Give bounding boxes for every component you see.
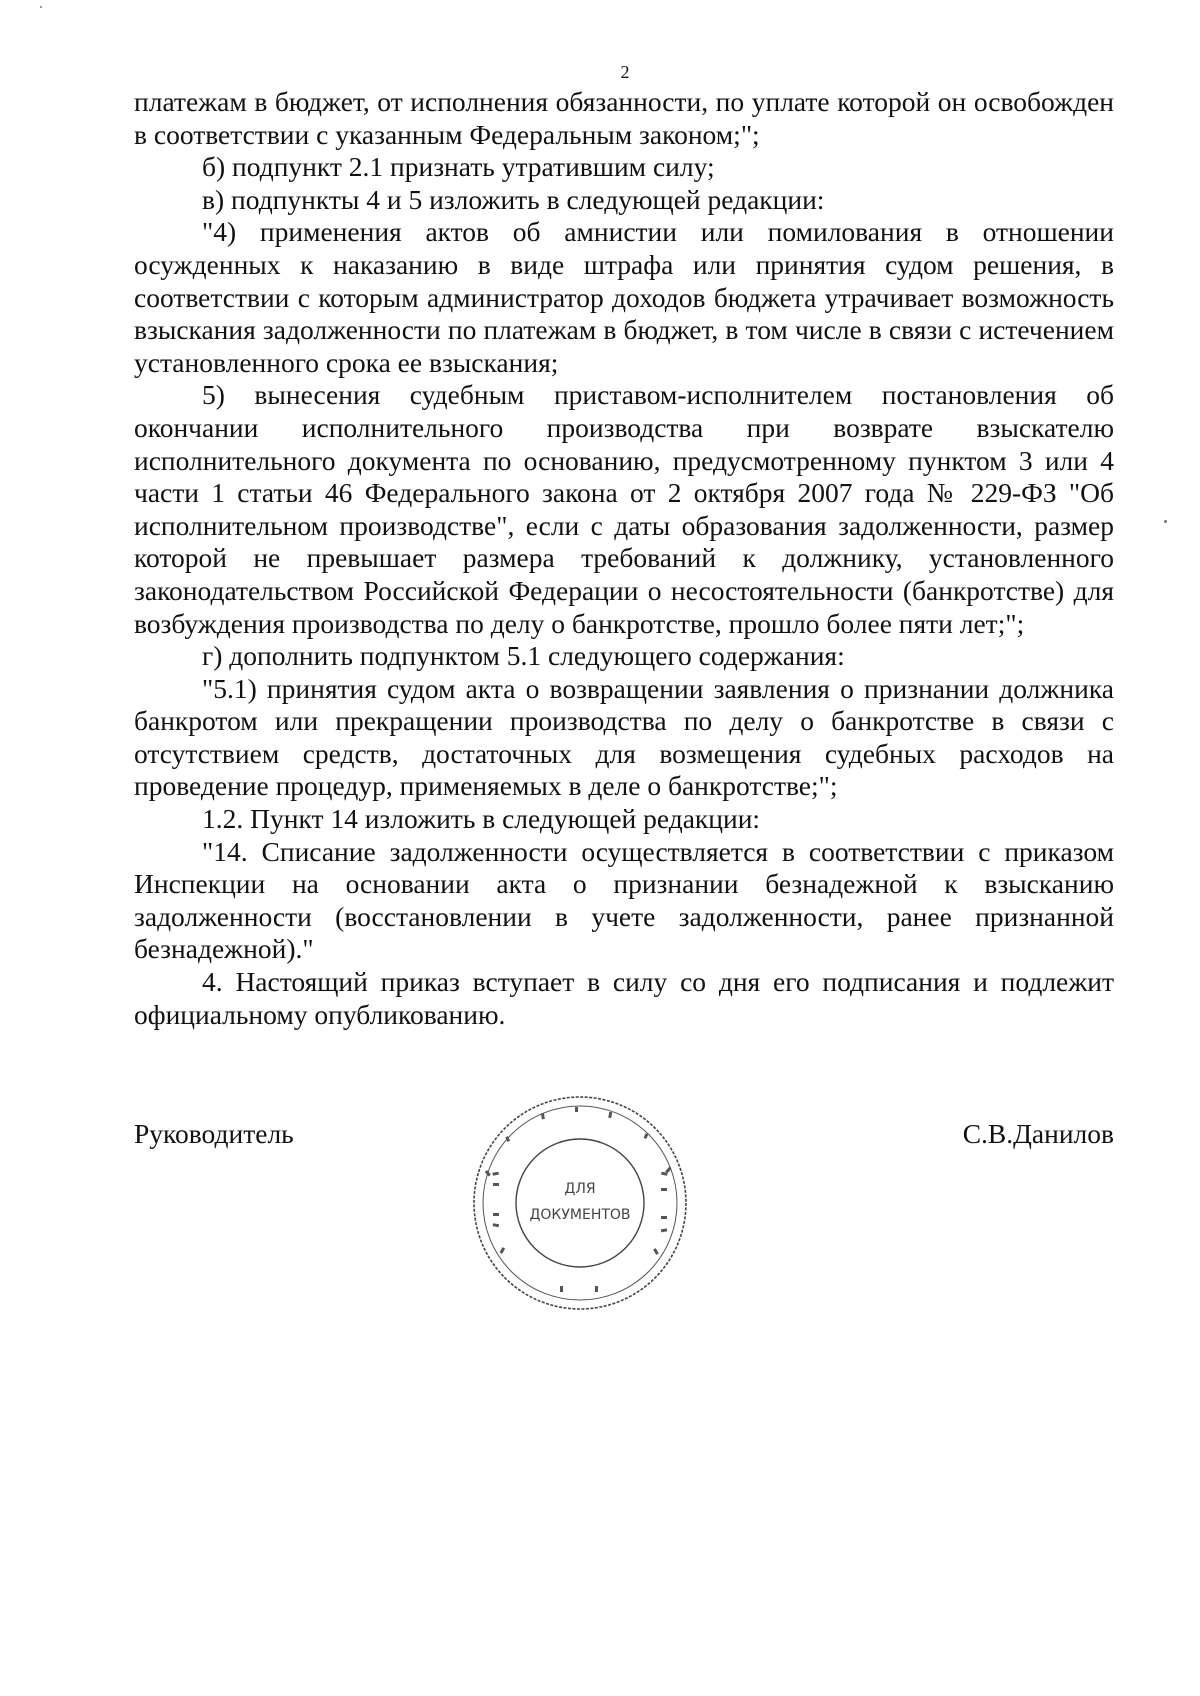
paragraph-item-4: "4) применения актов об амнистии или помилования в отношении осужденных к наказанию в виде штрафа или принятия судом решения, в соответствии с которым администратор доходов бюджета утрачивает возможность взыскания задолженности по платежам в бюджет, в том числе в связи с истечением установленного срока ее взыскания; [134,216,1114,378]
seal-text-line-2: ДОКУМЕНТОВ [529,1207,631,1223]
paragraph-item-14: "14. Списание задолженности осуществляется в соответствии с приказом Инспекции на основании акта о признании безнадежной к взысканию задолженности (восстановлении в учете задолженности, ранее признанной безнадежной)." [134,835,1114,965]
scan-speck [40,6,42,8]
document-body [134,86,1114,1031]
paragraph-continuation: платежам в бюджет, от исполнения обязанности, по уплате которой он освобожден в соответствии с указанным Федеральным законом;"; [134,86,1114,150]
paragraph-item-5: 5) вынесения судебным приставом-исполнителем постановления об окончании исполнительного производства при возврате взыскателю исполнительного документа по основанию, предусмотренному пунктом 3 или 4 части 1 статьи 46 Федерального закона от 2 октября 2007 года № 229-ФЗ "Об исполнительном производстве", если с даты образования задолженности, размер которой не превышает размера требований к должнику, установленного законодательством Российской Федерации о несостоятельности (банкротстве) для возбуждения производства по делу о банкротстве, прошло более пяти лет;"; [134,379,1114,639]
paragraph-4: 4. Настоящий приказ вступает в силу со дня его подписания и подлежит официальному опубликованию. [134,966,1114,1030]
seal-text-line-1: ДЛЯ [564,1181,596,1197]
paragraph-subitem-b: б) подпункт 2.1 признать утратившим силу; [202,151,715,183]
page-number: 2 [620,62,630,82]
paragraph-item-5-1: "5.1) принятия судом акта о возвращении заявления о признании должника банкротом или прекращении производства по делу о банкротстве в связи с отсутствием средств, достаточных для возмещения судебных расходов на проведение процедур, применяемых в деле о банкротстве;"; [134,672,1114,802]
scan-speck [1164,520,1167,523]
paragraph-1-2: 1.2. Пункт 14 изложить в следующей редакции: [202,803,761,835]
paragraph-subitem-v: в) подпункты 4 и 5 изложить в следующей редакции: [202,183,825,215]
signer-name: С.В.Данилов [962,1118,1114,1149]
official-seal [465,1088,695,1318]
signer-position: Руководитель [134,1118,294,1149]
paragraph-subitem-g: г) дополнить подпунктом 5.1 следующего содержания: [202,640,845,672]
